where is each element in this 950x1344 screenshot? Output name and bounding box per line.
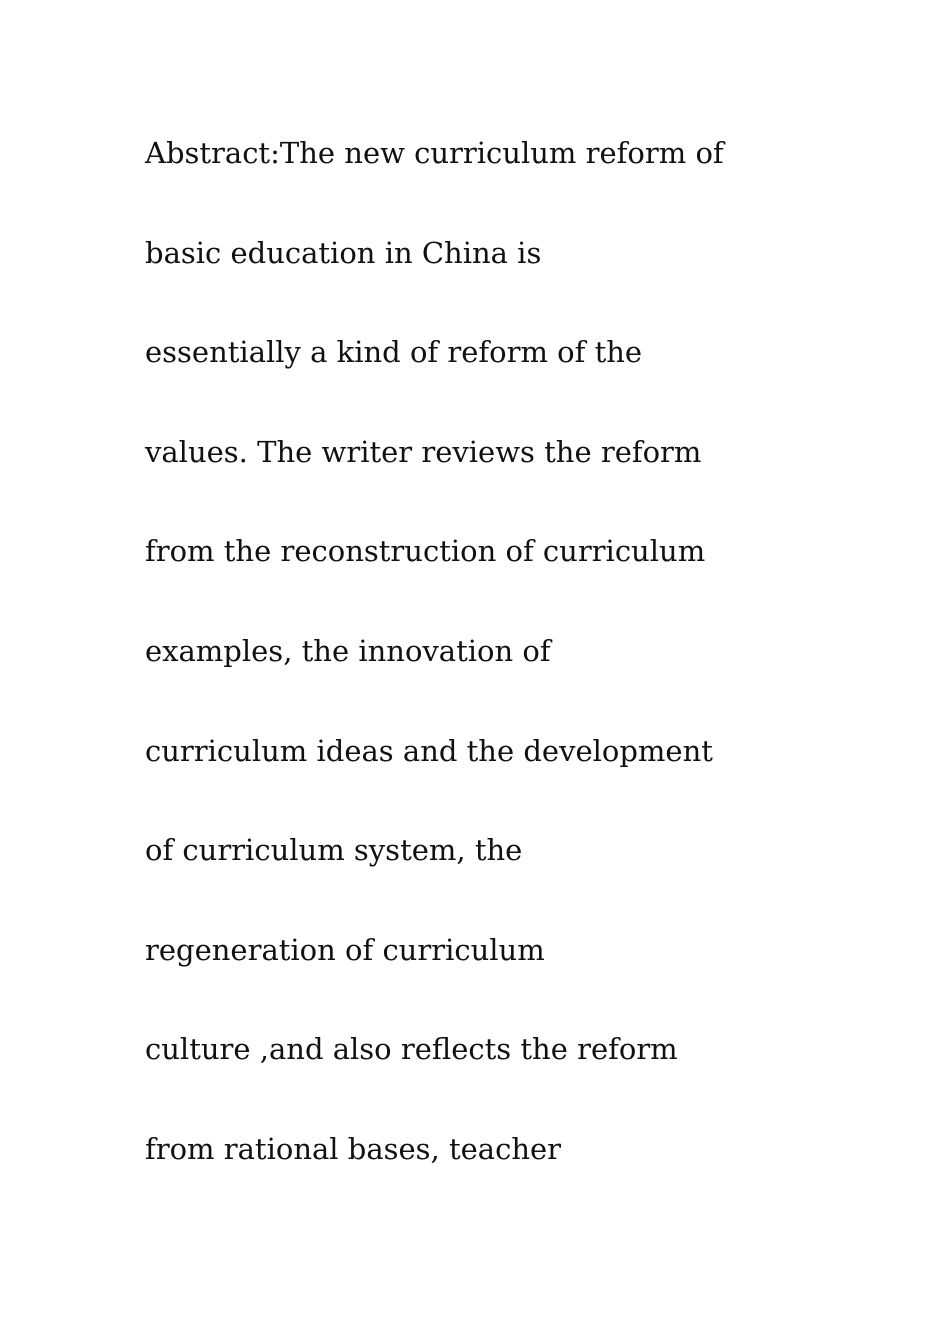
abstract-line: values. The writer reviews the reform xyxy=(145,434,702,469)
abstract-line: culture ,and also reflects the reform xyxy=(145,1032,678,1067)
abstract-line: examples, the innovation of xyxy=(145,633,551,668)
abstract-line: essentially a kind of reform of the xyxy=(145,335,643,370)
abstract-line: Abstract:The new curriculum reform of xyxy=(145,136,724,170)
abstract-line: from rational bases, teacher xyxy=(145,1131,562,1166)
abstract-line: regeneration of curriculum xyxy=(145,932,545,967)
abstract-paragraph xyxy=(145,130,825,1226)
abstract-line: basic education in China is xyxy=(145,235,542,270)
abstract-line: of curriculum system, the xyxy=(145,833,523,868)
abstract-line: curriculum ideas and the development xyxy=(145,733,713,768)
abstract-line: from the reconstruction of curriculum xyxy=(145,534,706,569)
